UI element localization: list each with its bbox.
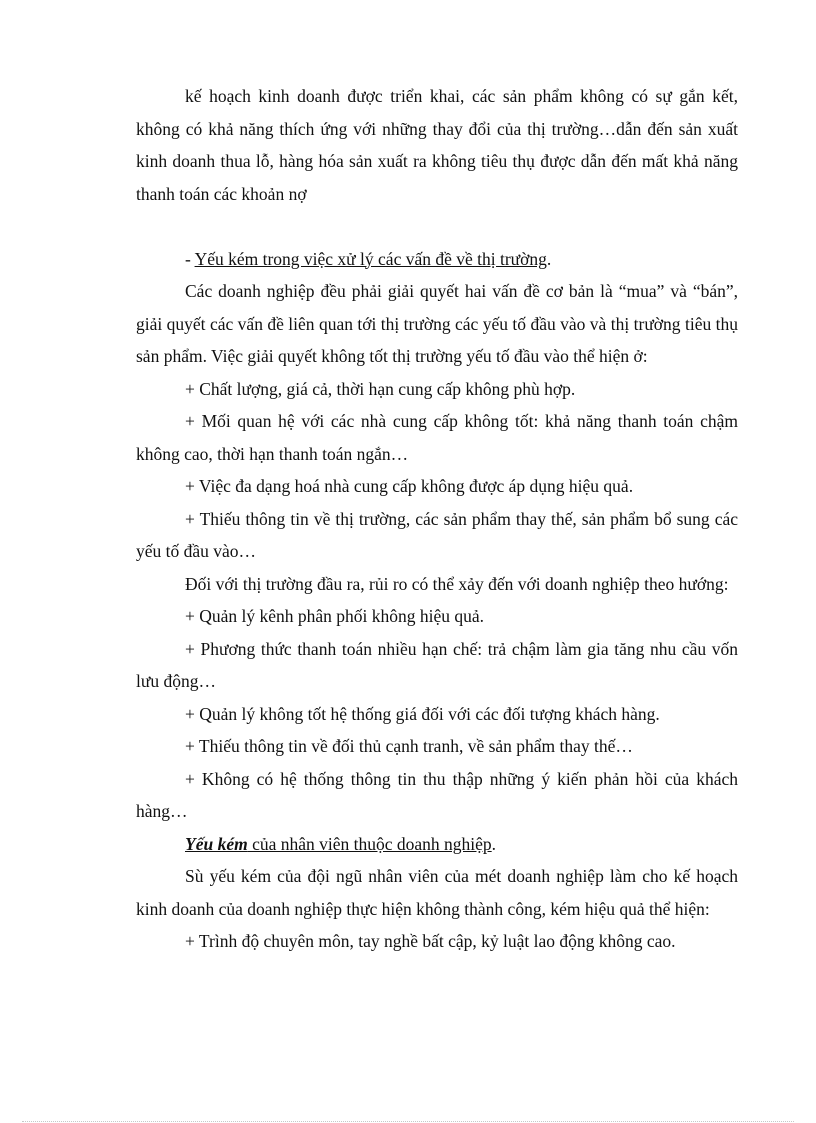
heading-staff-period: . xyxy=(491,833,497,854)
paragraph-staff-intro: Sù yếu kém của đội ngũ nhân viên của mét doanh nghiệp làm cho kế hoạch kinh doanh của doanh nghiệp thực hiện không thành công, kém hiệu quả thể hiện: xyxy=(136,866,738,919)
heading-staff-bold: Yếu kém xyxy=(185,833,248,854)
bullet-pricing: + Quản lý không tốt hệ thống giá đối với các đối tượng khách hàng. xyxy=(185,703,660,724)
paragraph-market-intro: Các doanh nghiệp đều phải giải quyết hai vấn đề cơ bản là “mua” và “bán”, giải quyết các vấn đề liên quan tới thị trường các yếu tố đầu vào và thị trường tiêu thụ sản phẩm. Việc giải quyết không tốt thị trường yếu tố đầu vào thể hiện ở: xyxy=(136,281,738,366)
bullet-feedback-system: + Không có hệ thống thông tin thu thập những ý kiến phản hồi của khách hàng… xyxy=(136,768,738,821)
bullet-supplier-relations: + Mối quan hệ với các nhà cung cấp không tốt: khả năng thanh toán chậm không cao, thời hạn thanh toán ngắn… xyxy=(136,411,738,464)
bullet-competitor-info: + Thiếu thông tin về đối thủ cạnh tranh, về sản phẩm thay thế… xyxy=(185,736,633,756)
page-body xyxy=(136,80,738,958)
bullet-market-info: + Thiếu thông tin về thị trường, các sản phẩm thay thế, sản phẩm bổ sung các yếu tố đầu vào… xyxy=(136,508,738,561)
heading-market-title: Yếu kém trong việc xử lý các vấn đề về thị trường xyxy=(194,248,547,269)
heading-period: . xyxy=(546,248,552,269)
section-heading-market-weakness xyxy=(136,243,738,276)
heading-staff-rest: của nhân viên thuộc doanh nghiệp xyxy=(247,833,492,854)
paragraph-continuation: kế hoạch kinh doanh được triển khai, các sản phẩm không có sự gắn kết, không có khả năng thích ứng với những thay đổi của thị trường…dẫn đến sản xuất kinh doanh thua lỗ, hàng hóa sản xuất ra không tiêu thụ được dẫn đến mất khả năng thanh toán các khoản nợ xyxy=(136,86,738,204)
bullet-quality-price: + Chất lượng, giá cả, thời hạn cung cấp không phù hợp. xyxy=(185,378,576,399)
section-heading-staff-weakness xyxy=(136,828,738,861)
heading-dash: - xyxy=(185,248,195,269)
bullet-payment-methods: + Phương thức thanh toán nhiều hạn chế: trả chậm làm gia tăng nhu cầu vốn lưu động… xyxy=(136,638,738,691)
page-bottom-divider xyxy=(22,1121,794,1122)
bullet-skills-discipline: + Trình độ chuyên môn, tay nghề bất cập, kỷ luật lao động không cao. xyxy=(185,931,676,951)
paragraph-output-market: Đối với thị trường đầu ra, rủi ro có thể xảy đến với doanh nghiệp theo hướng: xyxy=(185,573,729,594)
bullet-supplier-diversity: + Việc đa dạng hoá nhà cung cấp không được áp dụng hiệu quả. xyxy=(185,476,634,496)
bullet-distribution: + Quản lý kênh phân phối không hiệu quả. xyxy=(185,606,485,626)
